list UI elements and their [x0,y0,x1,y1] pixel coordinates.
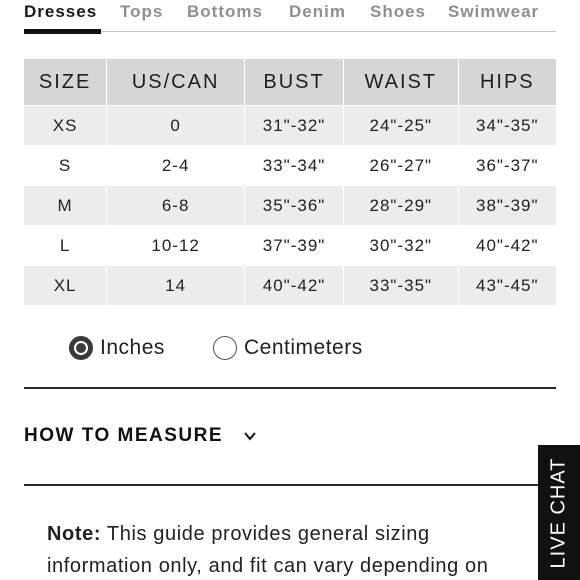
units-label-inches: Inches [100,336,165,359]
cell-us-can: 14 [107,265,245,305]
tab-bottoms[interactable]: Bottoms [187,2,263,21]
header-waist: WAIST [344,59,459,105]
how-to-measure-title: HOW TO MEASURE [24,425,224,446]
category-tabs [0,0,580,34]
radio-checked-icon[interactable] [69,336,93,360]
cell-size: S [24,145,107,185]
tab-shoes[interactable]: Shoes [370,2,427,21]
cell-us-can: 6-8 [107,185,245,225]
cell-bust: 37"-39" [245,225,344,265]
radio-unchecked-icon[interactable] [213,336,237,360]
header-us-can: US/CAN [107,59,245,105]
chevron-down-icon [243,429,257,443]
tabs-divider [24,31,556,32]
units-label-centimeters: Centimeters [244,336,363,359]
cell-bust: 31"-32" [245,105,344,145]
table-row [24,105,556,145]
cell-size: L [24,225,107,265]
note-line-1 [47,518,547,550]
cell-us-can: 10-12 [107,225,245,265]
cell-bust: 35"-36" [245,185,344,225]
how-to-measure-toggle[interactable] [24,420,257,452]
units-radio-group [0,330,580,366]
header-hips: HIPS [459,59,556,105]
cell-size: XS [24,105,107,145]
table-row [24,225,556,265]
cell-us-can: 0 [107,105,245,145]
units-option-centimeters[interactable] [213,330,363,366]
size-chart-table [24,59,556,305]
note-text-2: information only, and fit can vary depending on [47,555,489,577]
section-divider [24,484,556,486]
cell-waist: 28"-29" [344,185,459,225]
active-tab-indicator [24,29,101,34]
tab-tops[interactable]: Tops [120,2,164,21]
cell-waist: 33"-35" [344,265,459,305]
table-row [24,145,556,185]
cell-hips: 43"-45" [459,265,556,305]
live-chat-button[interactable] [538,445,580,580]
cell-waist: 30"-32" [344,225,459,265]
note-label: Note: [47,523,102,545]
live-chat-label: LIVE CHAT [547,457,570,568]
table-row [24,185,556,225]
cell-us-can: 2-4 [107,145,245,185]
tab-swimwear[interactable]: Swimwear [448,2,540,21]
cell-hips: 36"-37" [459,145,556,185]
units-option-inches[interactable] [69,330,165,366]
cell-bust: 40"-42" [245,265,344,305]
tab-dresses[interactable]: Dresses [24,2,98,21]
tab-denim[interactable]: Denim [289,2,346,21]
sizing-note [47,518,547,580]
cell-size: M [24,185,107,225]
cell-size: XL [24,265,107,305]
cell-hips: 40"-42" [459,225,556,265]
cell-hips: 38"-39" [459,185,556,225]
cell-waist: 24"-25" [344,105,459,145]
cell-waist: 26"-27" [344,145,459,185]
note-text-1: This guide provides general sizing [101,523,430,545]
header-bust: BUST [245,59,344,105]
cell-bust: 33"-34" [245,145,344,185]
cell-hips: 34"-35" [459,105,556,145]
section-divider [24,387,556,389]
table-row [24,265,556,305]
header-size: SIZE [24,59,107,105]
size-chart-header-row [24,59,556,105]
